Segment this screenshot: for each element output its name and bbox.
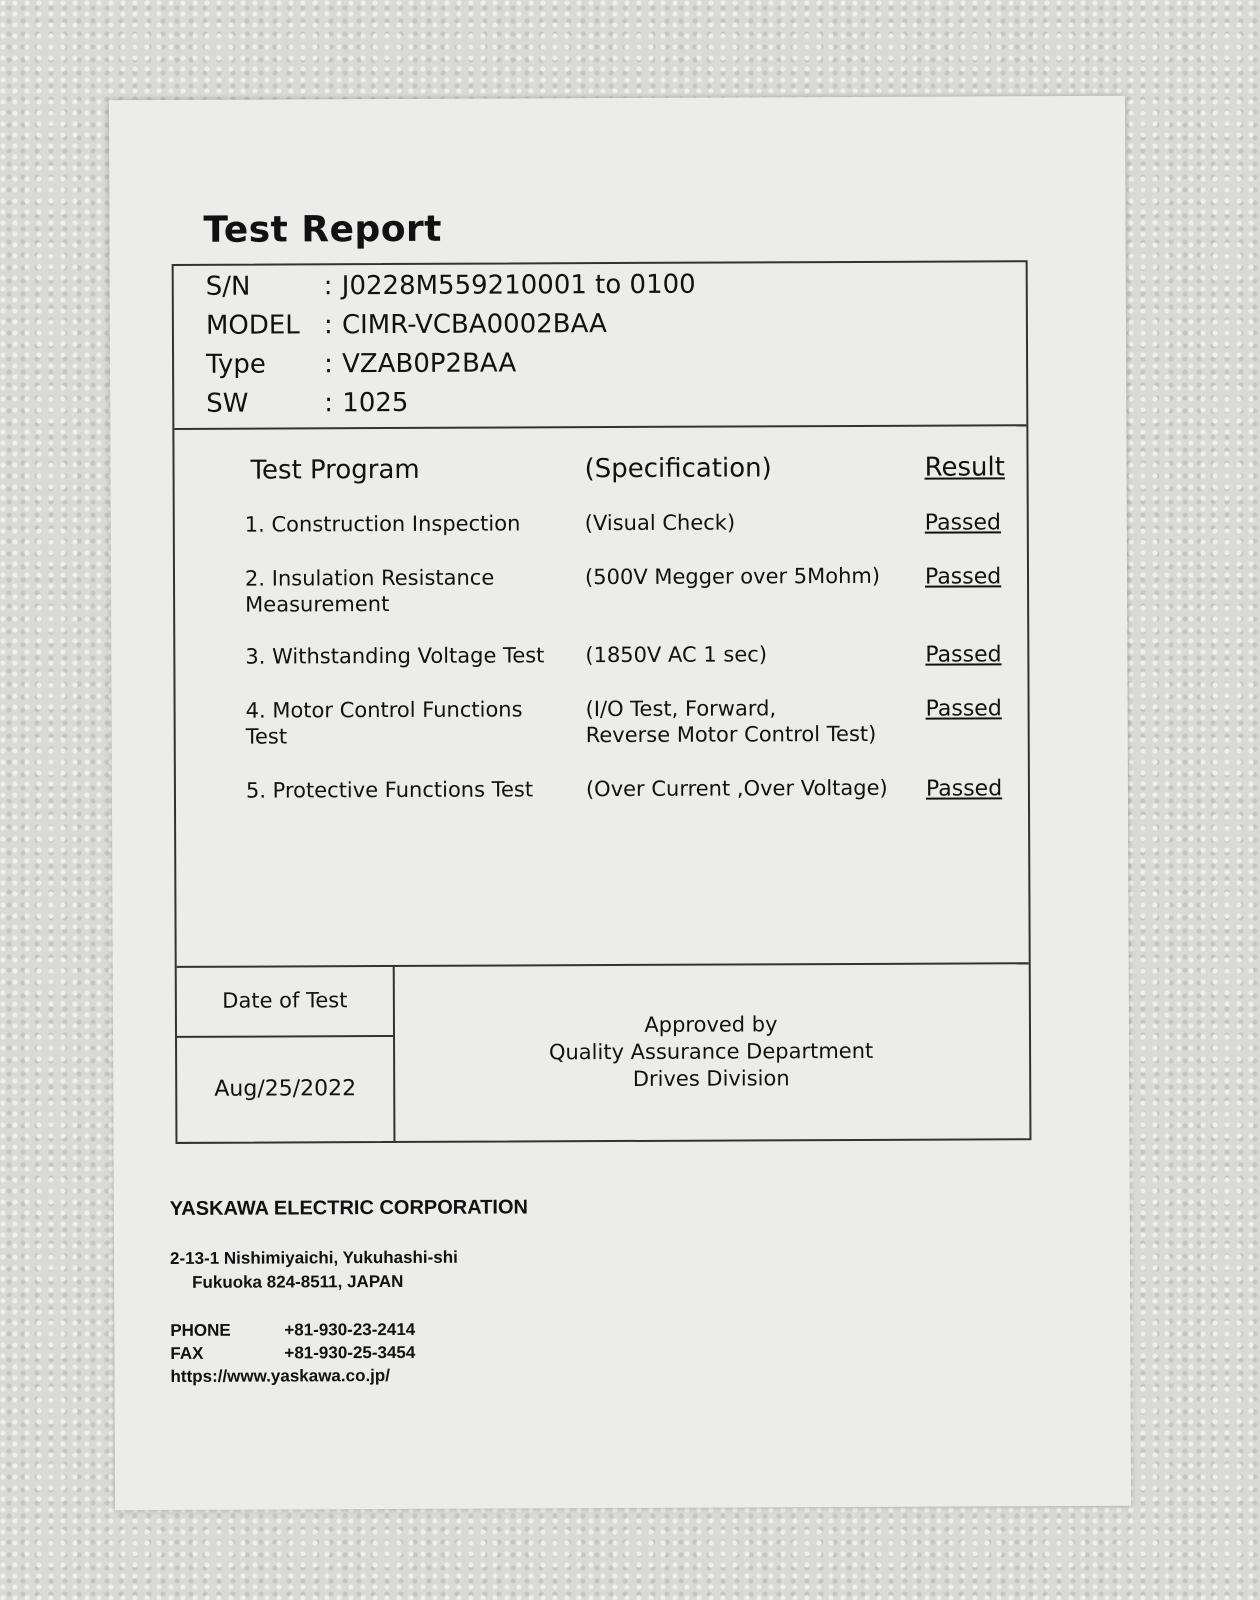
info-colon: :	[323, 310, 333, 341]
approval-department: Quality Assurance Department	[548, 1038, 874, 1064]
test-report-sheet	[109, 96, 1131, 1510]
test-program: 1. Construction Inspection	[244, 511, 521, 537]
report-title: Test Report	[203, 208, 443, 251]
approval-section	[177, 962, 1030, 1142]
company-contact	[170, 1317, 528, 1388]
info-value: CIMR-VCBA0002BAA	[341, 309, 607, 341]
test-specification: (I/O Test, Forward, Reverse Motor Control Test)	[585, 696, 877, 748]
test-result: Passed	[925, 696, 1002, 722]
header-specification: (Specification)	[584, 453, 772, 485]
test-row	[175, 640, 1027, 669]
test-results-section	[174, 424, 1028, 968]
info-label: SW	[206, 388, 249, 419]
test-program: 5. Protective Functions Test	[245, 777, 534, 803]
test-program: 3. Withstanding Voltage Test	[245, 643, 545, 669]
info-colon: :	[324, 388, 334, 419]
test-row	[176, 774, 1028, 803]
approval-block	[393, 962, 1030, 1141]
test-specification: (1850V AC 1 sec)	[585, 642, 768, 668]
company-info	[170, 1196, 529, 1388]
info-value: 1025	[342, 387, 409, 419]
company-name: YASKAWA ELECTRIC CORPORATION	[169, 1196, 528, 1220]
date-of-test-box	[177, 965, 396, 1142]
fax-label: FAX	[170, 1343, 204, 1363]
test-program: 4. Motor Control Functions Test	[245, 697, 523, 749]
header-result: Result	[924, 452, 1005, 483]
address-line-1: 2-13-1 Nishimiyaichi, Yukuhashi-shi	[169, 1247, 458, 1268]
date-of-test-value: Aug/25/2022	[214, 1075, 357, 1102]
info-colon: :	[323, 271, 333, 302]
approval-division: Drives Division	[632, 1065, 790, 1091]
website-link: https://www.yaskawa.co.jp/	[170, 1366, 391, 1386]
test-row	[176, 694, 1028, 749]
test-result: Passed	[924, 564, 1002, 590]
phone-row	[170, 1317, 528, 1342]
product-info-section	[174, 262, 1027, 430]
report-frame	[172, 260, 1032, 1144]
company-address	[170, 1245, 528, 1295]
test-specification: (500V Megger over 5Mohm)	[584, 563, 881, 590]
test-specification: (Visual Check)	[584, 510, 736, 536]
approved-by-text: Approved by	[644, 1011, 778, 1037]
info-value: VZAB0P2BAA	[342, 348, 517, 380]
phone-number: +81-930-23-2414	[284, 1319, 416, 1340]
phone-label: PHONE	[170, 1320, 231, 1340]
test-row	[175, 508, 1027, 537]
test-program: 2. Insulation Resistance Measurement	[244, 565, 495, 617]
test-row	[175, 562, 1027, 617]
test-specification: (Over Current ,Over Voltage)	[585, 775, 888, 802]
header-test-program: Test Program	[250, 454, 420, 486]
fax-row	[170, 1340, 528, 1365]
info-label: S/N	[205, 271, 251, 302]
info-colon: :	[324, 349, 333, 380]
date-of-test-label: Date of Test	[177, 965, 393, 1038]
info-label: MODEL	[205, 310, 300, 341]
address-line-2: Fukuoka 824-8511, JAPAN	[192, 1271, 404, 1292]
info-label: Type	[206, 349, 266, 380]
info-value: J0228M559210001 to 0100	[341, 269, 696, 302]
test-result: Passed	[925, 642, 1002, 668]
test-result: Passed	[924, 510, 1002, 536]
test-result: Passed	[925, 776, 1003, 802]
fax-number: +81-930-25-3454	[284, 1342, 416, 1363]
